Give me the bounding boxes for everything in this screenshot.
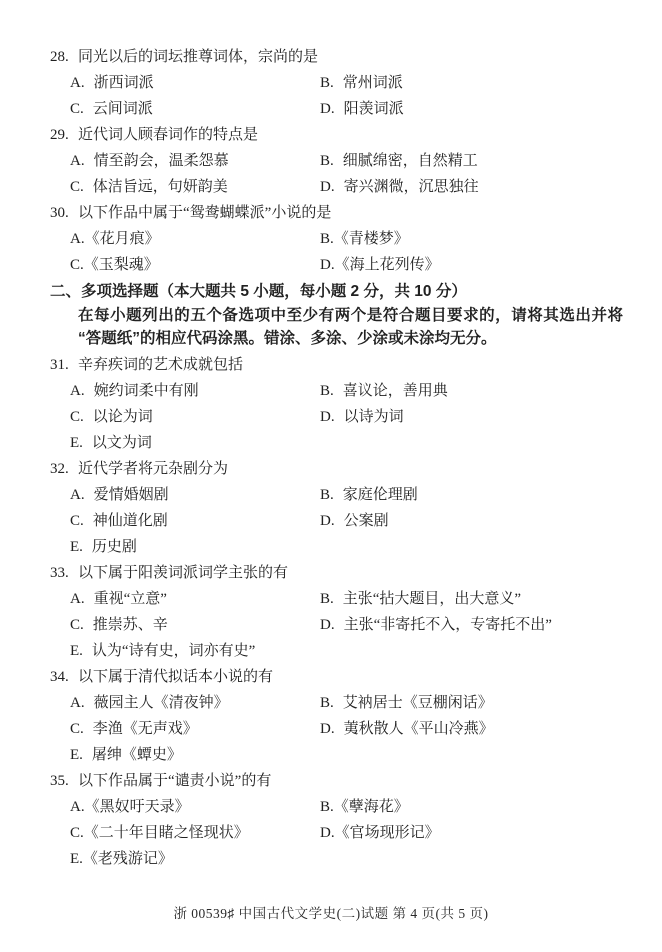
section-title: 多项选择题（本大题共 5 小题，每小题 2 分，共 10 分）: [81, 283, 467, 300]
option-text: 《青楼梦》: [333, 231, 409, 247]
option-text: 以论为词: [92, 408, 153, 425]
question-number: 31.: [50, 356, 69, 373]
option-label: D.: [320, 257, 335, 273]
option-text: 喜议论，善用典: [342, 382, 448, 399]
option-text: 《老残游记》: [82, 850, 173, 867]
option-item: [70, 404, 320, 430]
option-text: 家庭伦理剧: [342, 486, 418, 503]
option-text: 认为“诗有史，词亦有史”: [91, 642, 256, 659]
option-item: [70, 174, 320, 200]
option-label: B.: [320, 798, 334, 815]
option-label: B.: [320, 382, 334, 399]
question-stem: 以下属于清代拟话本小说的有: [78, 668, 274, 685]
question-stem: 同光以后的词坛推尊词体，宗尚的是: [78, 49, 319, 65]
option-text: 历史剧: [91, 538, 137, 555]
option-text: 情至韵会，温柔怨慕: [93, 153, 229, 169]
option-item: [70, 508, 320, 534]
option-text: 浙西词派: [93, 75, 154, 91]
option-text: 屠绅《蟫史》: [91, 746, 182, 763]
option-text: 常州词派: [342, 75, 403, 91]
option-item: [70, 716, 320, 742]
option-label: D.: [320, 408, 335, 425]
question-number: 28.: [50, 49, 69, 65]
option-text: 重视“立意”: [93, 590, 167, 607]
option-text: 寄兴渊微，沉思独往: [343, 179, 479, 195]
option-label: A.: [70, 382, 85, 399]
option-text: 以诗为词: [343, 408, 404, 425]
option-item: [320, 70, 662, 96]
option-text: 《黑奴吁天录》: [84, 798, 190, 815]
option-label: C.: [70, 408, 84, 425]
options-grid: [0, 794, 662, 872]
section-number: 二、: [50, 283, 82, 300]
option-label: B.: [320, 694, 334, 711]
option-label: B.: [320, 486, 334, 503]
option-item: [320, 690, 662, 716]
option-label: B.: [320, 153, 334, 169]
question-head: [0, 664, 662, 690]
option-item: [320, 716, 662, 742]
option-label: A.: [70, 694, 85, 711]
option-item: [70, 378, 320, 404]
option-item: [320, 148, 662, 174]
option-label: E.: [70, 538, 83, 555]
option-item: [70, 612, 320, 638]
option-text: 婉约词柔中有刚: [93, 382, 199, 399]
question-number: 29.: [50, 127, 69, 143]
option-text: 神仙道化剧: [92, 512, 168, 529]
question-stem: 近代学者将元杂剧分为: [78, 460, 229, 477]
option-label: C.: [70, 257, 84, 273]
option-label: A.: [70, 75, 85, 91]
option-text: 《官场现形记》: [334, 824, 440, 841]
option-item: [70, 846, 320, 872]
option-label: A.: [70, 153, 85, 169]
option-text: 薇园主人《清夜钟》: [93, 694, 229, 711]
question-head: [0, 44, 662, 70]
option-text: 体洁旨远，句妍韵美: [92, 179, 228, 195]
question-block: [0, 122, 662, 200]
option-label: D.: [320, 616, 335, 633]
question-head: [0, 200, 662, 226]
option-label: C.: [70, 720, 84, 737]
option-item: [70, 96, 320, 122]
options-grid: [0, 148, 662, 200]
question-block: [0, 456, 662, 560]
option-label: D.: [320, 824, 335, 841]
option-text: 爱情婚姻剧: [93, 486, 169, 503]
option-item: [320, 174, 662, 200]
option-item: [320, 226, 662, 252]
option-text: 云间词派: [92, 101, 153, 117]
option-item: [70, 430, 320, 456]
option-label: A.: [70, 590, 85, 607]
option-label: C.: [70, 101, 84, 117]
question-block: [0, 664, 662, 768]
question-block: [0, 352, 662, 456]
option-item: [320, 612, 662, 638]
option-text: 李渔《无声戏》: [92, 720, 198, 737]
option-text: 推崇苏、辛: [92, 616, 168, 633]
option-label: A.: [70, 798, 85, 815]
option-item: [320, 378, 662, 404]
option-item: [320, 404, 662, 430]
option-text: 《孽海花》: [333, 798, 409, 815]
question-head: [0, 560, 662, 586]
question-number: 30.: [50, 205, 69, 221]
option-label: C.: [70, 616, 84, 633]
option-label: D.: [320, 179, 335, 195]
option-label: B.: [320, 590, 334, 607]
option-text: 《花月痕》: [84, 231, 160, 247]
option-text: 《玉梨魂》: [83, 257, 159, 273]
question-stem: 以下作品属于“谴责小说”的有: [78, 772, 272, 789]
option-label: D.: [320, 720, 335, 737]
option-item: [70, 586, 320, 612]
option-item: [320, 586, 662, 612]
question-block: [0, 768, 662, 872]
option-item: [320, 96, 662, 122]
option-text: 荑秋散人《平山冷燕》: [343, 720, 494, 737]
option-label: A.: [70, 231, 85, 247]
option-label: E.: [70, 434, 83, 451]
option-text: 主张“非寄托不入，专寄托不出”: [343, 616, 552, 633]
options-grid: [0, 690, 662, 768]
section-header: [0, 280, 662, 351]
question-head: [0, 122, 662, 148]
option-item: [70, 70, 320, 96]
option-text: 《海上花列传》: [334, 257, 440, 273]
options-grid: [0, 70, 662, 122]
question-number: 35.: [50, 772, 69, 789]
option-label: E.: [70, 746, 83, 763]
option-text: 以文为词: [91, 434, 152, 451]
option-label: B.: [320, 231, 334, 247]
options-grid: [0, 378, 662, 456]
page-footer: 浙 00539♯ 中国古代文学史(二)试题 第 4 页(共 5 页): [173, 906, 489, 921]
section-head: [50, 280, 662, 304]
question-stem: 以下作品中属于“鸳鸯蝴蝶派”小说的是: [78, 205, 332, 221]
option-label: A.: [70, 486, 85, 503]
option-item: [70, 638, 320, 664]
option-item: [70, 534, 320, 560]
option-item: [320, 252, 662, 278]
option-text: 阳羡词派: [343, 101, 404, 117]
option-text: 主张“拈大题目，出大意义”: [342, 590, 522, 607]
options-grid: [0, 226, 662, 278]
option-text: 公案剧: [343, 512, 389, 529]
option-label: E.: [70, 850, 83, 867]
question-block: [0, 200, 662, 278]
option-item: [70, 148, 320, 174]
option-label: C.: [70, 512, 84, 529]
option-label: B.: [320, 75, 334, 91]
option-text: 《二十年目睹之怪现状》: [83, 824, 249, 841]
option-item: [70, 690, 320, 716]
section-instructions: 在每小题列出的五个备选项中至少有两个是符合题目要求的，请将其选出并将“答题纸”的相应代码涂黑。错涂、多涂、少涂或未涂均无分。: [78, 306, 623, 347]
option-label: D.: [320, 512, 335, 529]
option-item: [70, 226, 320, 252]
question-stem: 近代词人顾春词作的特点是: [78, 127, 259, 143]
option-label: E.: [70, 642, 83, 659]
question-stem: 以下属于阳羡词派词学主张的有: [78, 564, 289, 581]
question-number: 33.: [50, 564, 69, 581]
question-number: 32.: [50, 460, 69, 477]
option-label: C.: [70, 179, 84, 195]
option-label: C.: [70, 824, 84, 841]
option-item: [320, 508, 662, 534]
option-item: [70, 820, 320, 846]
option-item: [70, 794, 320, 820]
question-number: 34.: [50, 668, 69, 685]
option-item: [70, 252, 320, 278]
question-head: [0, 456, 662, 482]
option-item: [70, 482, 320, 508]
option-item: [320, 482, 662, 508]
option-item: [70, 742, 320, 768]
option-label: D.: [320, 101, 335, 117]
question-head: [0, 768, 662, 794]
option-item: [320, 820, 662, 846]
option-text: 细腻绵密，自然精工: [342, 153, 478, 169]
option-text: 艾衲居士《豆棚闲话》: [342, 694, 493, 711]
option-item: [320, 794, 662, 820]
question-block: [0, 44, 662, 122]
question-stem: 辛弃疾词的艺术成就包括: [78, 356, 244, 373]
question-head: [0, 352, 662, 378]
question-block: [0, 560, 662, 664]
exam-body: [0, 44, 662, 872]
options-grid: [0, 482, 662, 560]
options-grid: [0, 586, 662, 664]
